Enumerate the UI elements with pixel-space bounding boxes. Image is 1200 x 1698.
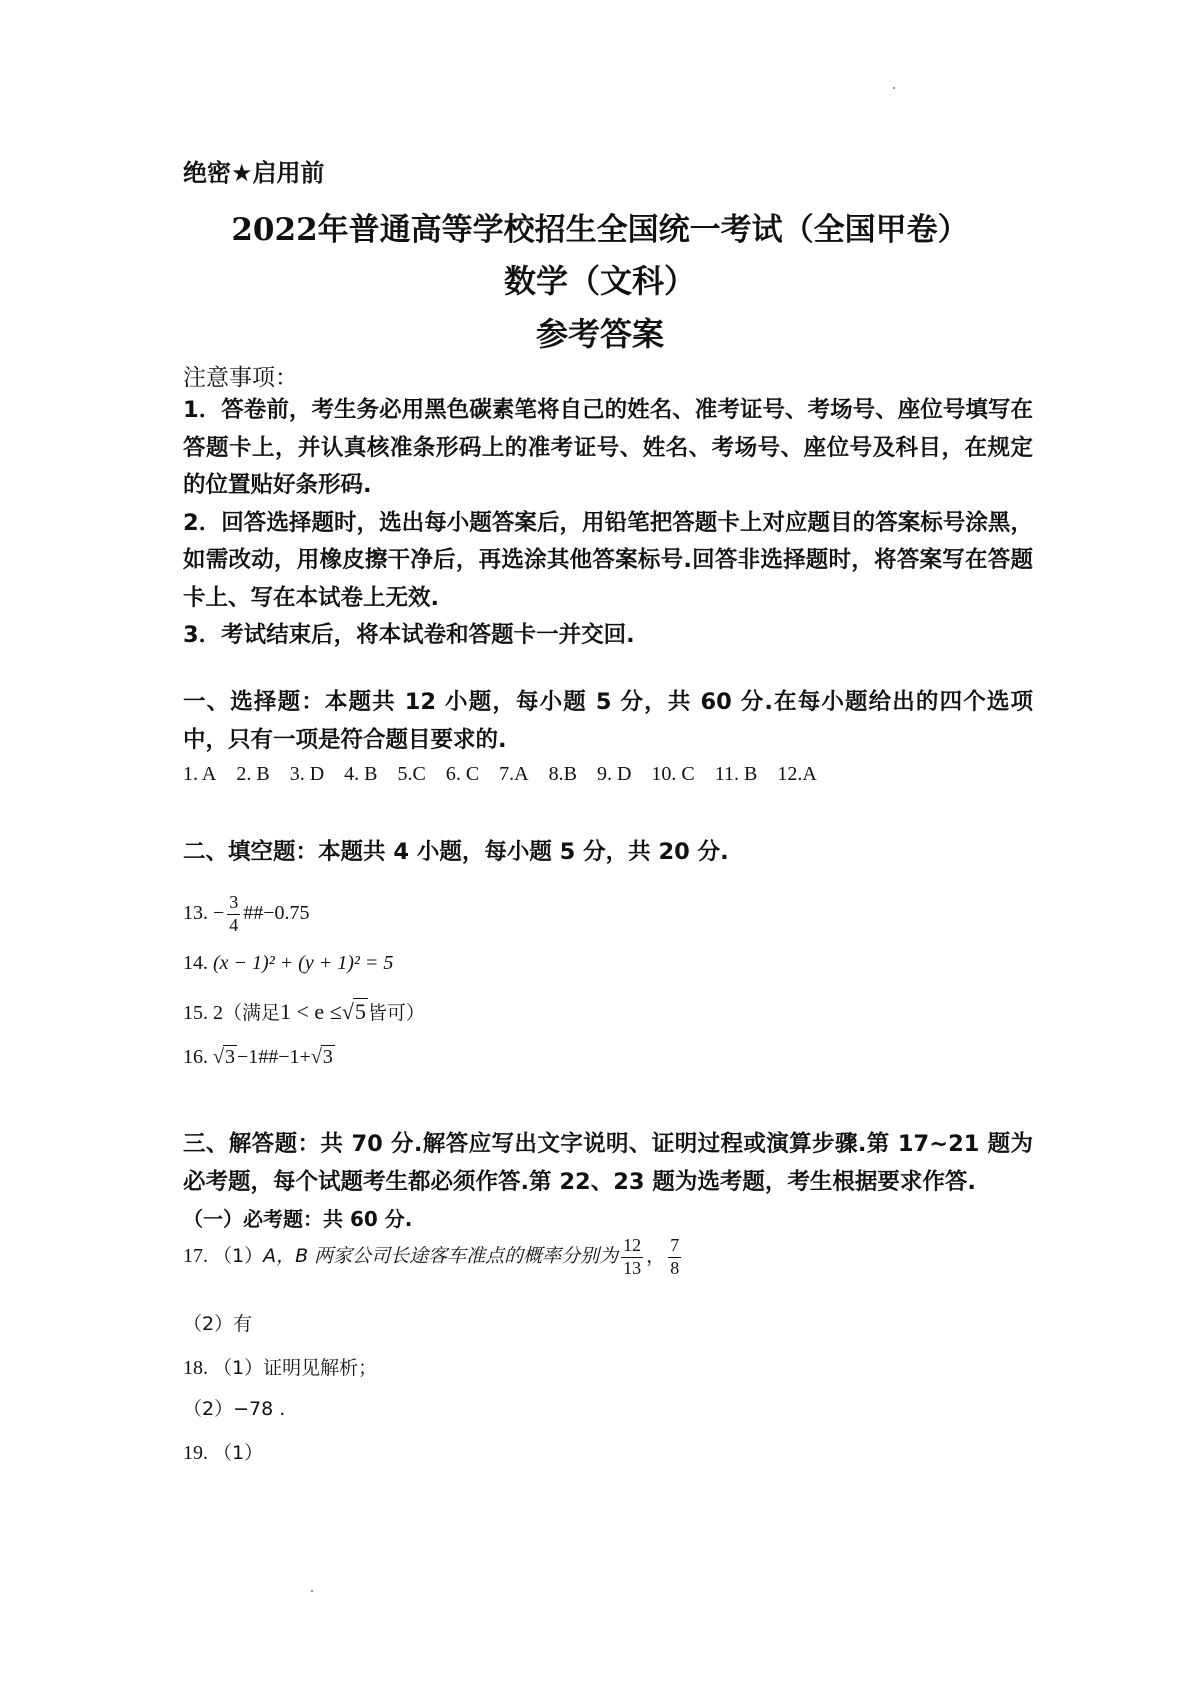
answer-text: （1） xyxy=(213,1442,264,1464)
note-item: 2．回答选择题时，选出每小题答案后，用铅笔把答题卡上对应题目的答案标号涂黑，如需改动，用橡皮擦干净后，再选涂其他答案标号.回答非选择题时，将答案写在答题卡上、写在本试卷上无效. xyxy=(183,509,1033,611)
radicand: 3 xyxy=(322,1046,333,1068)
choice-answer: 7.A xyxy=(499,763,529,785)
answer-16: 16. √3 −1##−1+√3 xyxy=(183,1046,333,1068)
answer-17-part2: （2）有 xyxy=(183,1313,253,1335)
question-number: 16. xyxy=(183,1046,208,1068)
inequality: 1 < e ≤ xyxy=(280,999,342,1024)
answer-part: −1 xyxy=(236,1046,259,1068)
choice-answer: 4. B xyxy=(344,763,378,785)
answer-15: 15. 2（满足1 < e ≤√5 皆可） xyxy=(183,999,425,1024)
fraction-numerator: 7 xyxy=(668,1236,681,1258)
note-item: 3．考试结束后，将本试卷和答题卡一并交回. xyxy=(183,622,635,648)
fraction-denominator: 8 xyxy=(670,1257,680,1278)
answer-17 xyxy=(183,1236,684,1279)
scan-speck xyxy=(893,87,895,89)
choice-answer: 3. D xyxy=(289,763,325,785)
fraction-denominator: 13 xyxy=(623,1257,642,1278)
choice-answer: 9. D xyxy=(596,763,632,785)
answer-text: （1）证明见解析； xyxy=(213,1357,378,1379)
fraction xyxy=(668,1236,681,1279)
answer-part: −1+ xyxy=(278,1046,311,1068)
choice-answer: 6. C xyxy=(445,763,480,785)
choice-answer: 5.C xyxy=(397,763,426,785)
answer-14 xyxy=(183,952,393,975)
notes-heading: 注意事项： xyxy=(183,365,298,391)
question-number: 14. xyxy=(183,952,208,974)
doc-type-title: 参考答案 xyxy=(535,315,664,353)
answer-text: A，B 两家公司长途客车准点的概率分别为 xyxy=(263,1244,619,1267)
section-fill-heading: 二、填空题：本题共 4 小题，每小题 5 分，共 20 分. xyxy=(183,839,729,865)
answer-19 xyxy=(183,1438,263,1465)
question-number: 18. xyxy=(183,1357,208,1379)
note-item: 1．答卷前，考生务必用黑色碳素笔将自己的姓名、准考证号、考场号、座位号填写在答题卡上，并认真核准条形码上的准考证号、姓名、考场号、座位号及科目，在规定的位置贴好条形码. xyxy=(183,397,1033,498)
answer-expression: (x − 1)² + (y + 1)² = 5 xyxy=(213,952,394,974)
answer-note-open: （满足 xyxy=(223,1002,281,1024)
fraction-denominator: 4 xyxy=(229,914,239,935)
choice-answers xyxy=(183,763,837,786)
choice-answer: 1. A xyxy=(183,763,217,785)
section-solution-heading: 三、解答题：共 70 分.解答应写出文字说明、证明过程或演算步骤.第 17~21 题为必考题，每个试题考生都必须作答.第 22、23 题为选考题，考生根据要求作答. （一）必考题：共 60 分. xyxy=(183,1126,1033,1239)
question-number: 19. xyxy=(183,1442,208,1464)
question-number: 15. xyxy=(183,1002,208,1024)
choice-answer: 2. B xyxy=(236,763,270,785)
radicand: 5 xyxy=(354,999,366,1024)
radicand: 3 xyxy=(224,1046,235,1068)
scan-speck xyxy=(311,1590,313,1592)
notes-list xyxy=(183,392,1033,655)
answer-13 xyxy=(183,893,310,936)
section-subheading: （一）必考题：共 60 分. xyxy=(183,1207,413,1231)
choice-answer: 10. C xyxy=(651,763,695,785)
question-number: 17. xyxy=(183,1244,208,1267)
separator: ， xyxy=(646,1244,666,1267)
choice-answer: 11. B xyxy=(714,763,758,785)
fraction-numerator: 3 xyxy=(227,893,240,915)
subject-title: 数学（文科） xyxy=(503,262,696,300)
answer-separator: ## xyxy=(258,1046,279,1068)
section-choice-heading: 一、选择题：本题共 12 小题，每小题 5 分，共 60 分.在每小题给出的四个选项中，只有一项是符合题目要求的. xyxy=(183,689,1033,753)
exam-title: 2022年普通高等学校招生全国统一考试（全国甲卷） xyxy=(231,212,969,248)
confidential-label: 绝密★启用前 xyxy=(183,159,325,187)
answer-note-close: 皆可） xyxy=(367,1002,425,1024)
fraction xyxy=(621,1236,643,1279)
answer-18 xyxy=(183,1353,377,1380)
choice-answer: 12.A xyxy=(777,763,817,785)
answer-value: 2 xyxy=(213,1002,223,1024)
answer-18-part2: （2）−78 . xyxy=(183,1398,286,1420)
answer-alt: ##−0.75 xyxy=(243,901,310,924)
fraction xyxy=(227,893,240,936)
part-label: （1） xyxy=(213,1244,264,1267)
question-number: 13. xyxy=(183,901,208,924)
choice-answer: 8.B xyxy=(548,763,577,785)
minus-sign: − xyxy=(213,901,225,924)
fraction-numerator: 12 xyxy=(621,1236,643,1258)
